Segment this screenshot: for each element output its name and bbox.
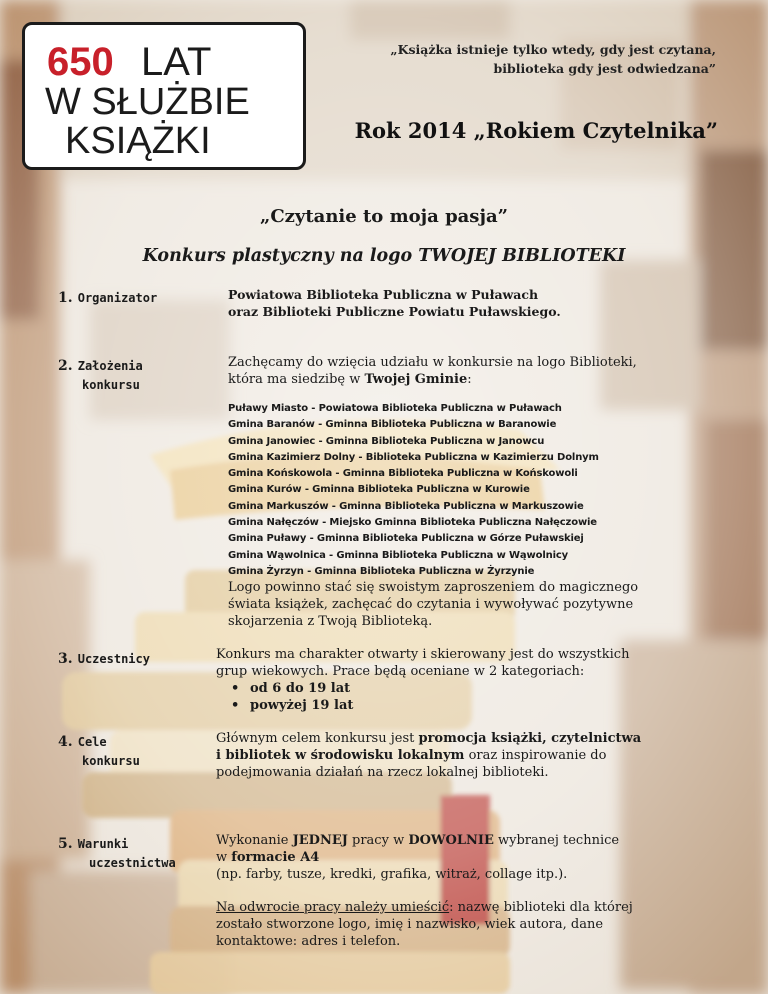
list-item: • od 6 do 19 lat xyxy=(250,680,706,697)
logo-description xyxy=(228,579,708,630)
list-item: Gmina Kurów - Gminna Biblioteka Publiczna w Kurowie xyxy=(228,484,530,496)
section-organizer-heading xyxy=(58,287,157,306)
section-label: Uczestnicy xyxy=(77,652,150,666)
section-label-continued: konkursu xyxy=(82,754,140,768)
conditions-line-1: Wykonanie JEDNEJ pracy w DOWOLNIE wybranej technice xyxy=(216,833,620,848)
list-item: Gmina Puławy - Gminna Biblioteka Publiczna w Górze Puławskiej xyxy=(228,533,584,545)
section-assumptions-body xyxy=(228,354,708,388)
header-quote xyxy=(296,40,716,78)
goals-line-1: Głównym celem konkursu jest promocja książki, czytelnictwa xyxy=(216,731,642,746)
section-participants-heading xyxy=(58,648,150,667)
list-item: • powyżej 19 lat xyxy=(250,697,706,714)
back-side-instructions xyxy=(216,899,716,950)
section-number: 1. xyxy=(58,290,73,306)
participants-line-2: grup wiekowych. Prace będą oceniane w 2 kategoriach: xyxy=(216,664,585,679)
section-assumptions-heading xyxy=(58,356,143,394)
section-number: 5. xyxy=(58,836,73,852)
instructions-line-3: kontaktowe: adres i telefon. xyxy=(216,934,401,949)
list-item: Gmina Janowiec - Gminna Biblioteka Publiczna w Janowcu xyxy=(228,435,545,447)
list-item: Gmina Markuszów - Gminna Biblioteka Publiczna w Markuszowie xyxy=(228,500,584,512)
municipality-library-list xyxy=(228,401,688,580)
logo-desc-line-2: świata książek, zachęcać do czytania i wywoływać pozytywne xyxy=(228,597,634,612)
section-participants-body xyxy=(216,646,706,714)
section-label-continued: uczestnictwa xyxy=(89,856,176,870)
list-item: Gmina Nałęczów - Miejsko Gminna Biblioteka Publiczna Nałęczowie xyxy=(228,517,597,529)
list-item: Puławy Miasto - Powiatowa Biblioteka Publiczna w Puławach xyxy=(228,403,562,414)
instructions-line-1: Na odwrocie pracy należy umieścić: nazwę biblioteki dla której xyxy=(216,900,633,915)
logo-line-ksiazki: KSIĄŻKI xyxy=(65,120,211,162)
list-item: Gmina Wąwolnica - Gminna Biblioteka Publiczna w Wąwolnicy xyxy=(228,549,568,561)
goals-line-3: podejmowania działań na rzecz lokalnej biblioteki. xyxy=(216,765,549,780)
quote-line-1: „Książka istnieje tylko wtedy, gdy jest czytana, xyxy=(390,42,716,57)
section-label: Założenia xyxy=(77,359,143,373)
section-number: 4. xyxy=(58,734,73,750)
section-label: Cele xyxy=(77,735,107,749)
section-organizer-body xyxy=(228,286,561,320)
section-number: 2. xyxy=(58,358,73,374)
section-goals-body xyxy=(216,730,716,781)
instructions-line-2: zostało stworzone logo, imię i nazwisko, wiek autora, dane xyxy=(216,917,604,932)
section-label-continued: konkursu xyxy=(82,378,140,392)
list-item: Gmina Baranów - Gminna Biblioteka Publiczna w Baranowie xyxy=(228,419,557,431)
logo-desc-line-1: Logo powinno stać się swoistym zaproszeniem do magicznego xyxy=(228,580,639,595)
goals-line-2: i bibliotek w środowisku lokalnym oraz inspirowanie do xyxy=(216,748,607,763)
age-category-list xyxy=(216,680,706,714)
logo-line-w-sluzbie: W SŁUŻBIE xyxy=(45,81,250,123)
contest-title: Konkurs plastyczny na logo TWOJEJ BIBLIOTEKI xyxy=(142,246,626,266)
list-item: Gmina Żyrzyn - Gminna Biblioteka Publiczna w Żyrzynie xyxy=(228,565,535,577)
list-item: Gmina Końskowola - Gminna Biblioteka Publiczna w Końskowoli xyxy=(228,468,578,480)
organizer-line-1: Powiatowa Biblioteka Publiczna w Puławach xyxy=(228,287,539,302)
section-label: Warunki xyxy=(77,837,129,851)
logo-number: 650 xyxy=(47,40,114,84)
anniversary-logo xyxy=(22,22,306,170)
section-label: Organizator xyxy=(77,291,158,305)
logo-desc-line-3: skojarzenia z Twoją Biblioteką. xyxy=(228,614,433,629)
assumptions-line-2: która ma siedzibę w Twojej Gminie: xyxy=(228,372,472,387)
assumptions-line-1: Zachęcamy do wzięcia udziału w konkursie na logo Biblioteki, xyxy=(228,355,637,370)
list-item: Gmina Kazimierz Dolny - Biblioteka Publiczna w Kazimierzu Dolnym xyxy=(228,451,599,463)
conditions-line-2: w formacie A4 xyxy=(216,850,320,865)
section-number: 3. xyxy=(58,651,73,667)
section-conditions-body xyxy=(216,832,716,883)
organizer-line-2: oraz Biblioteki Publiczne Powiatu Puławskiego. xyxy=(228,304,561,319)
motto-heading: „Czytanie to moja pasja” xyxy=(260,206,508,227)
quote-line-2: biblioteka gdy jest odwiedzana” xyxy=(493,61,716,76)
section-conditions-heading xyxy=(58,834,176,872)
participants-line-1: Konkurs ma charakter otwarty i skierowany jest do wszystkich xyxy=(216,647,630,662)
conditions-line-3: (np. farby, tusze, kredki, grafika, witraż, collage itp.). xyxy=(216,867,568,882)
logo-word-lat: LAT xyxy=(141,40,212,84)
highlight-twoja-gmina: Twojej Gminie xyxy=(364,372,468,387)
year-title: Rok 2014 „Rokiem Czytelnika” xyxy=(354,118,718,143)
section-goals-heading xyxy=(58,732,140,770)
